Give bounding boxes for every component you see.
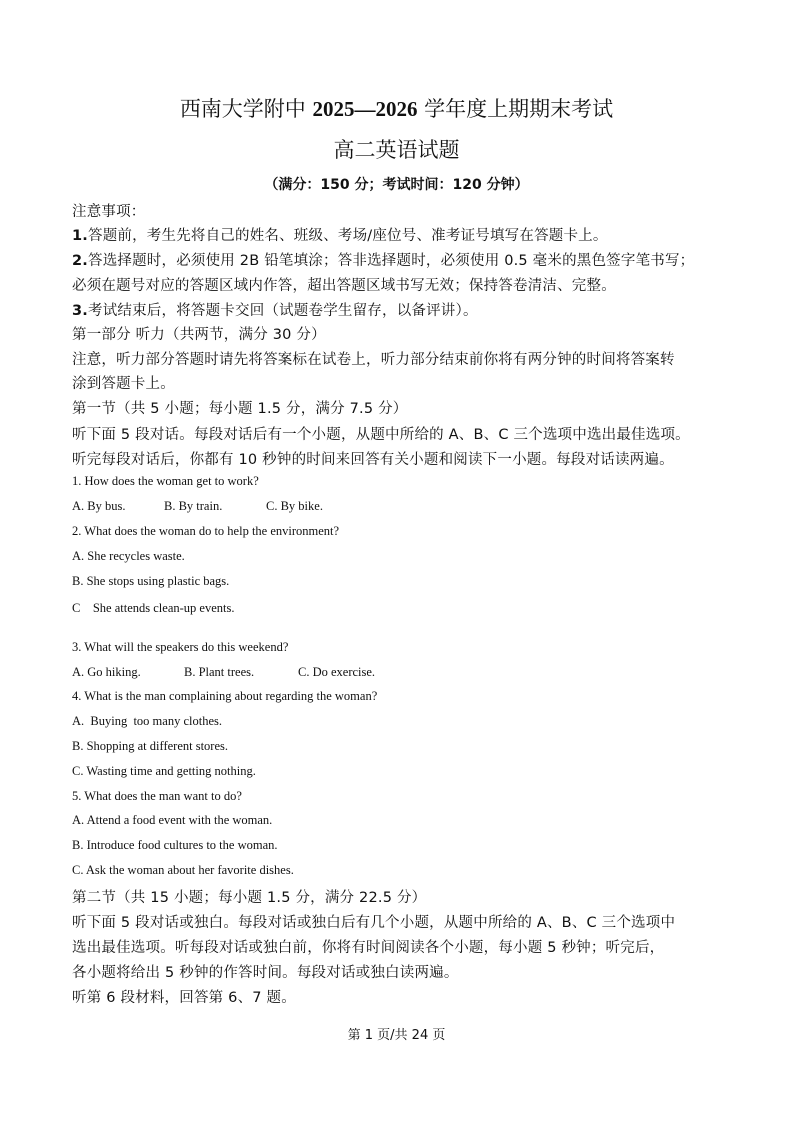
part1-title: 第一部分 听力（共两节，满分 30 分） [72, 327, 326, 343]
question-5-option-c: C. Ask the woman about her favorite dishes. [72, 863, 294, 877]
question-4-option-b: B. Shopping at different stores. [72, 739, 228, 753]
section2-title: 第二节（共 15 小题；每小题 1.5 分，满分 22.5 分） [72, 890, 427, 906]
question-4-stem: 4. What is the man complaining about regarding the woman? [72, 689, 378, 703]
section2-instr: 听下面 5 段对话或独白。每段对话或独白后有几个小题，从题中所给的 A、B、C 三个选项中 [72, 915, 676, 931]
page-footer: 第 1 页/共 24 页 [347, 1028, 446, 1043]
section1-title: 第一节（共 5 小题；每小题 1.5 分，满分 7.5 分） [72, 401, 408, 417]
section2-instr-cont-2: 各小题将给出 5 秒钟的作答时间。每段对话或独白读两遍。 [72, 965, 459, 981]
title-suffix: 学年度上期期末考试 [417, 97, 614, 121]
question-4-option-a: A. Buying too many clothes. [72, 714, 222, 728]
notice-heading: 注意事项： [72, 204, 146, 220]
question-3-options [72, 665, 733, 680]
section1-instr-cont: 听完每段对话后，你都有 10 秒钟的时间来回答有关小题和阅读下一小题。每段对话读两遍。 [72, 452, 674, 468]
exam-title [0, 93, 793, 123]
question-1-options [72, 499, 733, 514]
question-4-option-c: C. Wasting time and getting nothing. [72, 764, 256, 778]
option-b: B. By train. [164, 499, 223, 513]
question-2-option-c: C She attends clean-up events. [72, 601, 235, 615]
question-5-option-a: A. Attend a food event with the woman. [72, 813, 273, 827]
notice-item-1: 1.答题前，考生先将自己的姓名、班级、考场/座位号、准考证号填写在答题卡上。 [72, 228, 608, 244]
exam-subtitle: 高二英语试题 [333, 138, 460, 162]
question-2-option-b: B. She stops using plastic bags. [72, 574, 230, 588]
option-a: A. Go hiking. [72, 665, 141, 679]
option-b: B. Plant trees. [184, 665, 255, 679]
notice-item-3: 3.考试结束后，将答题卡交回（试题卷学生留存，以备评讲）。 [72, 303, 478, 319]
option-c: C. By bike. [266, 499, 323, 513]
option-a: A. By bus. [72, 499, 126, 513]
part1-note-cont: 涂到答题卡上。 [72, 376, 175, 392]
material-6-heading: 听第 6 段材料，回答第 6、7 题。 [72, 990, 296, 1006]
section2-instr-cont: 选出最佳选项。听每段对话或独白前，你将有时间阅读各个小题，每小题 5 秒钟；听完后， [72, 940, 665, 956]
question-2-option-a: A. She recycles waste. [72, 549, 185, 563]
question-5-option-b: B. Introduce food cultures to the woman. [72, 838, 278, 852]
option-c: C. Do exercise. [298, 665, 376, 679]
title-prefix: 西南大学附中 [179, 97, 313, 121]
question-1-stem: 1. How does the woman get to work? [72, 474, 259, 488]
question-2-stem: 2. What does the woman do to help the environment? [72, 524, 340, 538]
section1-instr: 听下面 5 段对话。每段对话后有一个小题，从题中所给的 A、B、C 三个选项中选出最佳选项。 [72, 427, 690, 443]
notice-item-2-cont: 必须在题号对应的答题区域内作答，超出答题区域书写无效；保持答卷清洁、完整。 [72, 278, 616, 294]
question-3-stem: 3. What will the speakers do this weekend? [72, 640, 289, 654]
title-years: 2025—2026 [312, 97, 418, 121]
score-info: （满分：150 分；考试时间：120 分钟） [264, 177, 529, 193]
notice-item-2: 2.答选择题时，必须使用 2B 铅笔填涂；答非选择题时，必须使用 0.5 毫米的黑色签字笔书写； [72, 253, 695, 269]
part1-note: 注意，听力部分答题时请先将答案标在试卷上，听力部分结束前你将有两分钟的时间将答案转 [72, 352, 675, 368]
question-5-stem: 5. What does the man want to do? [72, 789, 242, 803]
